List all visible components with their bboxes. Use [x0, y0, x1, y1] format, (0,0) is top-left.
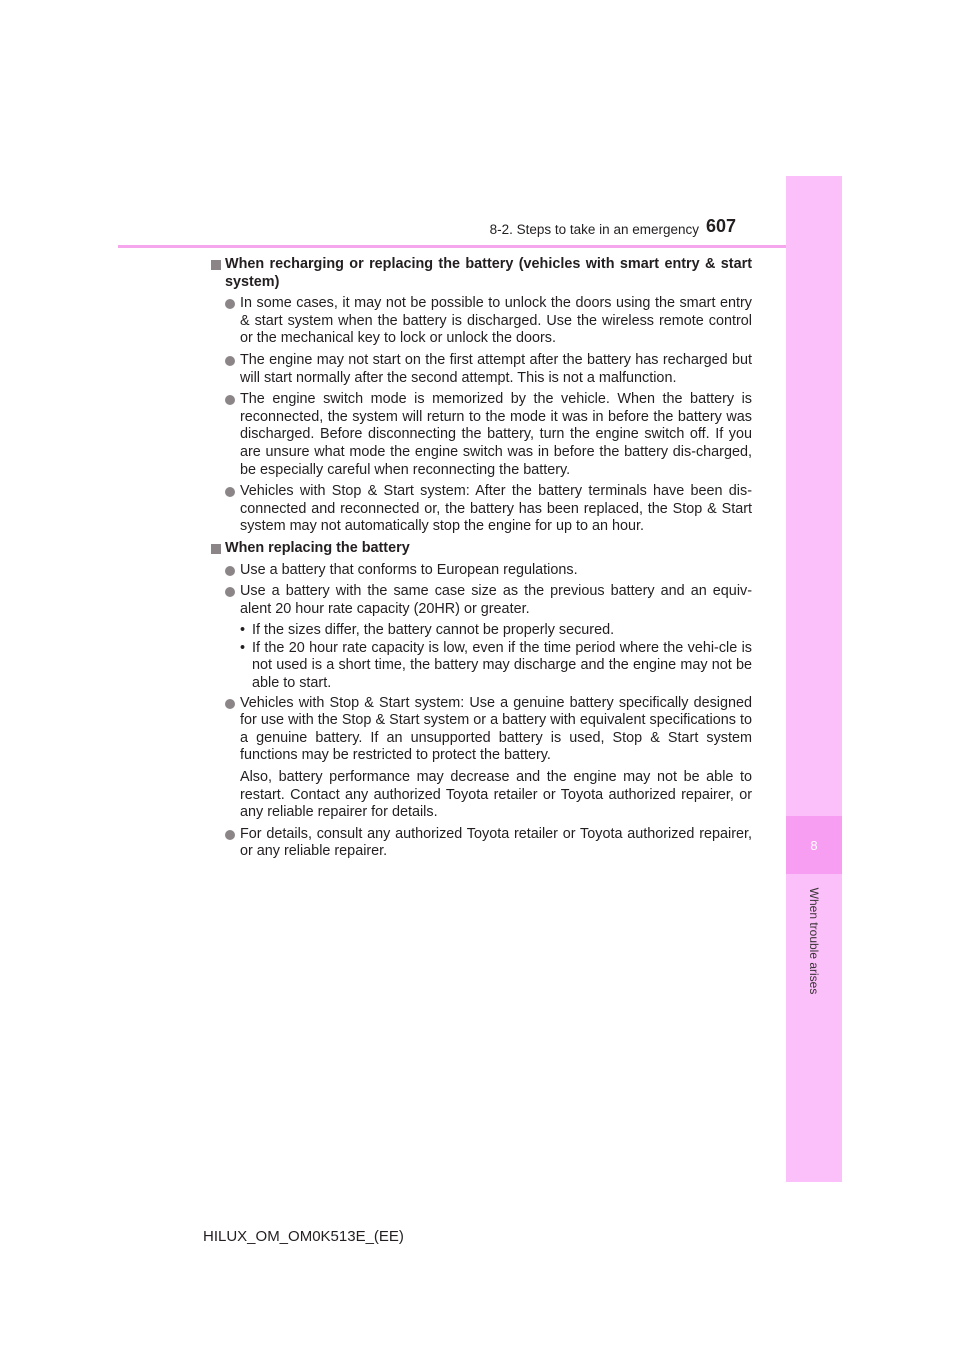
page-content — [208, 256, 752, 865]
chapter-side-tab — [786, 176, 842, 1182]
section-heading — [208, 256, 752, 291]
list-item-text: Vehicles with Stop & Start system: After the battery terminals have been dis-connected and reconnected or, the battery has been replaced, the Stop & Start system may not automatically stop the engine for up to an hour. — [240, 483, 752, 535]
list-item — [208, 826, 752, 861]
circle-bullet-icon — [225, 356, 235, 366]
sub-list-item-text: If the sizes differ, the battery cannot be properly secured. — [252, 622, 615, 639]
circle-bullet-icon — [225, 395, 235, 405]
section-heading-text: When recharging or replacing the battery (vehicles with smart entry & start system) — [225, 256, 752, 290]
chapter-number: 8 — [810, 837, 818, 853]
list-item-text: The engine switch mode is memorized by the vehicle. When the battery is reconnected, the system will return to the mode it was in before the battery was discharged. Before disconnecting the battery, turn the engine switch off. If you are unsure what mode the engine switch was in before the battery dis-charged, be especially careful when reconnecting the battery. — [240, 391, 752, 478]
header-section-title: 8-2. Steps to take in an emergency — [489, 222, 699, 237]
list-item — [208, 562, 752, 580]
list-item-note: Also, battery performance may decrease and the engine may not be able to restart. Contact any authorized Toyota retailer or Toyota authorized repairer, or any reliable repairer for details. — [240, 769, 752, 821]
circle-bullet-icon — [225, 299, 235, 309]
circle-bullet-icon — [225, 699, 235, 709]
middle-dot-bullet-icon: • — [240, 639, 246, 656]
list-item-text: In some cases, it may not be possible to unlock the doors using the smart entry & start system when the battery is discharged. Use the wireless remote control or the mechanical key to lock or unlock the doors. — [240, 295, 752, 347]
sub-list-item — [208, 622, 752, 640]
circle-bullet-icon — [225, 487, 235, 497]
list-item — [208, 295, 752, 348]
circle-bullet-icon — [225, 830, 235, 840]
list-item-text: For details, consult any authorized Toyota retailer or Toyota authorized repairer, or any reliable repairer. — [240, 825, 752, 860]
middle-dot-bullet-icon: • — [240, 622, 246, 639]
list-item — [208, 391, 752, 479]
square-bullet-icon — [211, 544, 221, 554]
list-item-text: Use a battery that conforms to European regulations. — [240, 561, 578, 578]
list-item — [208, 352, 752, 387]
list-item-text: Use a battery with the same case size as the previous battery and an equiv-alent 20 hour rate capacity (20HR) or greater. — [240, 583, 752, 617]
square-bullet-icon — [211, 260, 221, 270]
list-item — [208, 583, 752, 618]
chapter-title: When trouble arises — [807, 887, 821, 995]
list-item — [208, 483, 752, 536]
page-number: 607 — [706, 216, 737, 236]
sub-list-item — [208, 640, 752, 693]
section-heading-text: When replacing the battery — [225, 539, 410, 556]
list-item-text: Vehicles with Stop & Start system: Use a genuine battery specifically designed for use with the Stop & Start system or a battery with equivalent specifications to a genuine battery. If an unsupported battery is used, Stop & Start system functions may be restricted to protect the battery. — [240, 694, 752, 764]
footer-doc-code: HILUX_OM_OM0K513E_(EE) — [203, 1228, 404, 1245]
section-heading — [208, 540, 752, 558]
circle-bullet-icon — [225, 587, 235, 597]
sub-list-item-text: If the 20 hour rate capacity is low, even if the time period where the vehi-cle is not used is a short time, the battery may discharge and the engine may not be able to start. — [252, 639, 752, 692]
circle-bullet-icon — [225, 566, 235, 576]
header-divider — [118, 245, 786, 248]
list-item — [208, 695, 752, 765]
list-item-text: The engine may not start on the first attempt after the battery has recharged but will start normally after the second attempt. This is not a malfunction. — [240, 351, 752, 386]
